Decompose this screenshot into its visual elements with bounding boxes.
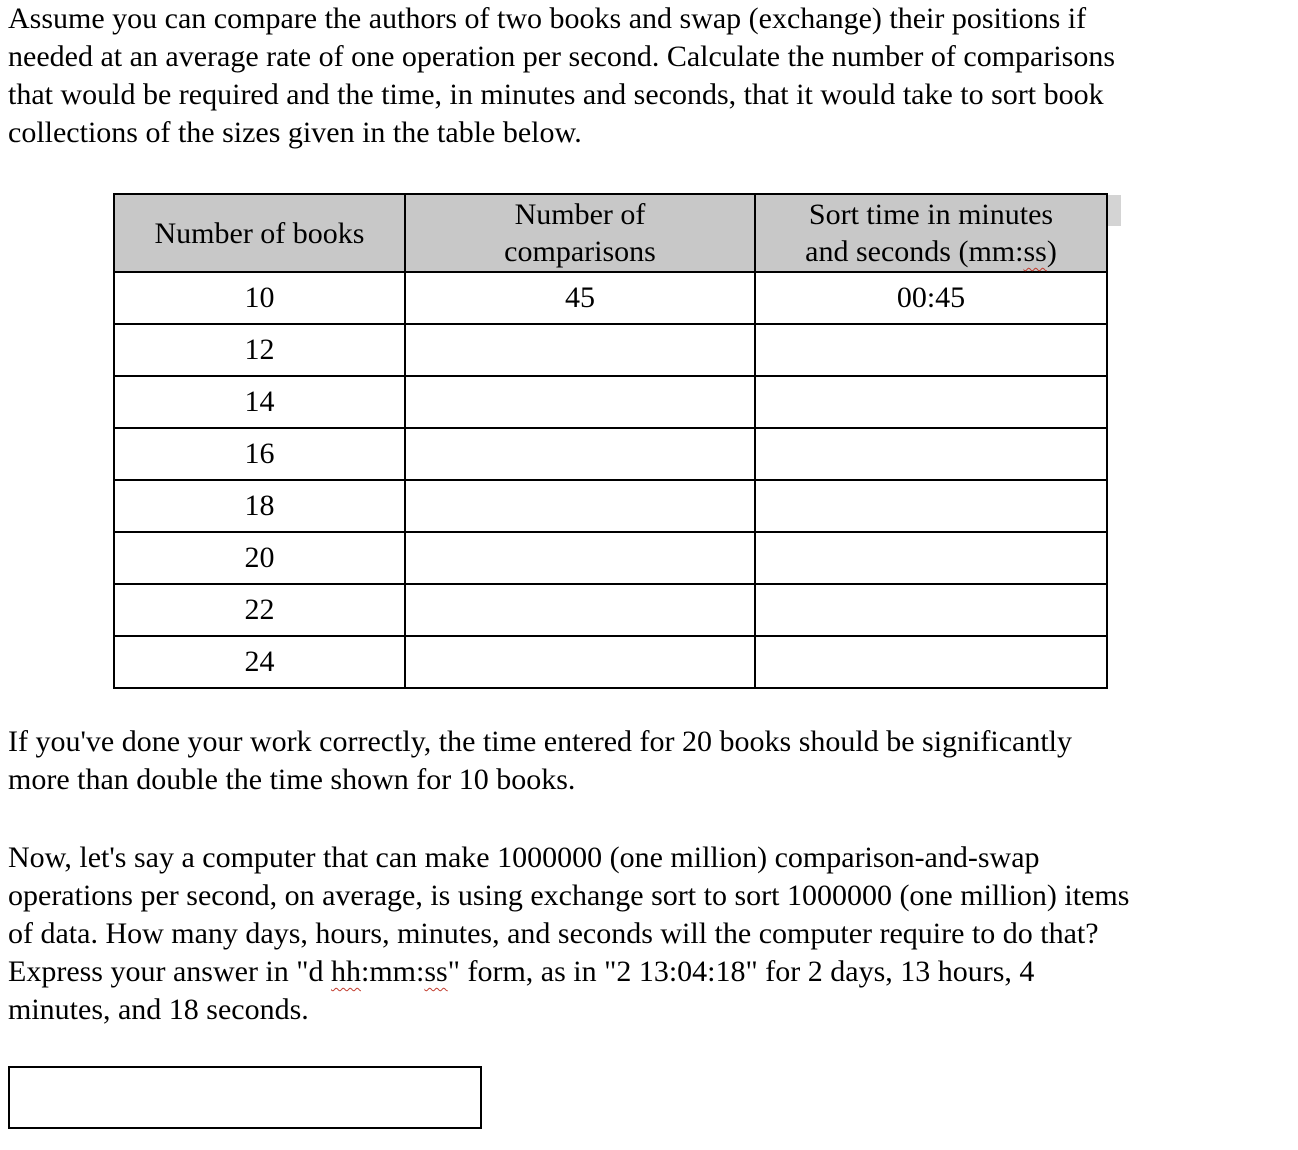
cell-books: 12 — [114, 324, 405, 376]
cell-time[interactable] — [755, 584, 1107, 636]
table-row — [114, 272, 1107, 324]
check-line: more than double the time shown for 10 books. — [8, 763, 576, 796]
header-time-text: and seconds (mm: — [805, 235, 1024, 268]
header-number-of-comparisons — [405, 194, 755, 272]
check-line: If you've done your work correctly, the time entered for 20 books should be significantly — [8, 725, 1073, 758]
cell-time[interactable] — [755, 532, 1107, 584]
cell-comparisons[interactable] — [405, 636, 755, 688]
cell-comparisons[interactable] — [405, 428, 755, 480]
header-sort-time — [755, 194, 1107, 272]
cell-books: 22 — [114, 584, 405, 636]
table-row — [114, 428, 1107, 480]
question-text: " form, as in "2 13:04:18" for 2 days, 13 hours, 4 — [447, 955, 1035, 988]
spellcheck-mark: ss — [424, 955, 448, 988]
table-row — [114, 584, 1107, 636]
cell-books: 10 — [114, 272, 405, 324]
intro-line: Assume you can compare the authors of two books and swap (exchange) their positions if — [8, 2, 1087, 35]
cell-books: 20 — [114, 532, 405, 584]
cell-books: 14 — [114, 376, 405, 428]
cell-time[interactable]: 00:45 — [755, 272, 1107, 324]
header-time-label: Sort time in minutes — [808, 198, 1054, 231]
table-row — [114, 324, 1107, 376]
cell-comparisons[interactable] — [405, 480, 755, 532]
question-line — [8, 953, 1129, 991]
header-comparisons-label: Number of — [514, 198, 646, 231]
header-comparisons-label: comparisons — [504, 235, 656, 268]
header-time-text: ) — [1046, 235, 1057, 268]
header-books-label: Number of books — [154, 216, 365, 250]
cell-time[interactable] — [755, 376, 1107, 428]
intro-paragraph — [8, 0, 1115, 152]
table-header-row — [114, 194, 1107, 272]
table-row — [114, 636, 1107, 688]
cell-time[interactable] — [755, 324, 1107, 376]
table-edge-handle — [1106, 195, 1121, 226]
question-text: :mm: — [361, 955, 425, 988]
table-row — [114, 480, 1107, 532]
intro-line: that would be required and the time, in minutes and seconds, that it would take to sort book — [8, 78, 1104, 111]
intro-line: needed at an average rate of one operation per second. Calculate the number of comparisons — [8, 40, 1116, 73]
question-line: of data. How many days, hours, minutes, and seconds will the computer require to do that? — [8, 917, 1099, 950]
question-paragraph — [8, 839, 1129, 1029]
cell-books: 16 — [114, 428, 405, 480]
question-text: Express your answer in "d — [8, 955, 332, 988]
table-row — [114, 376, 1107, 428]
cell-comparisons[interactable] — [405, 584, 755, 636]
cell-comparisons[interactable] — [405, 324, 755, 376]
cell-time[interactable] — [755, 480, 1107, 532]
intro-line: collections of the sizes given in the table below. — [8, 116, 582, 149]
cell-time[interactable] — [755, 636, 1107, 688]
question-line: Now, let's say a computer that can make 1000000 (one million) comparison-and-swap — [8, 841, 1040, 874]
question-line: operations per second, on average, is using exchange sort to sort 1000000 (one million) items — [8, 879, 1130, 912]
answer-input[interactable] — [8, 1066, 482, 1129]
cell-comparisons[interactable]: 45 — [405, 272, 755, 324]
cell-comparisons[interactable] — [405, 532, 755, 584]
cell-comparisons[interactable] — [405, 376, 755, 428]
table-row — [114, 532, 1107, 584]
cell-books: 18 — [114, 480, 405, 532]
check-paragraph — [8, 723, 1072, 799]
header-time-label — [756, 233, 1106, 270]
sort-table — [113, 193, 1108, 689]
cell-time[interactable] — [755, 428, 1107, 480]
cell-books: 24 — [114, 636, 405, 688]
spellcheck-mark: ss — [1023, 235, 1047, 268]
header-number-of-books — [114, 194, 405, 272]
spellcheck-mark: hh — [331, 955, 362, 988]
question-line: minutes, and 18 seconds. — [8, 993, 309, 1026]
